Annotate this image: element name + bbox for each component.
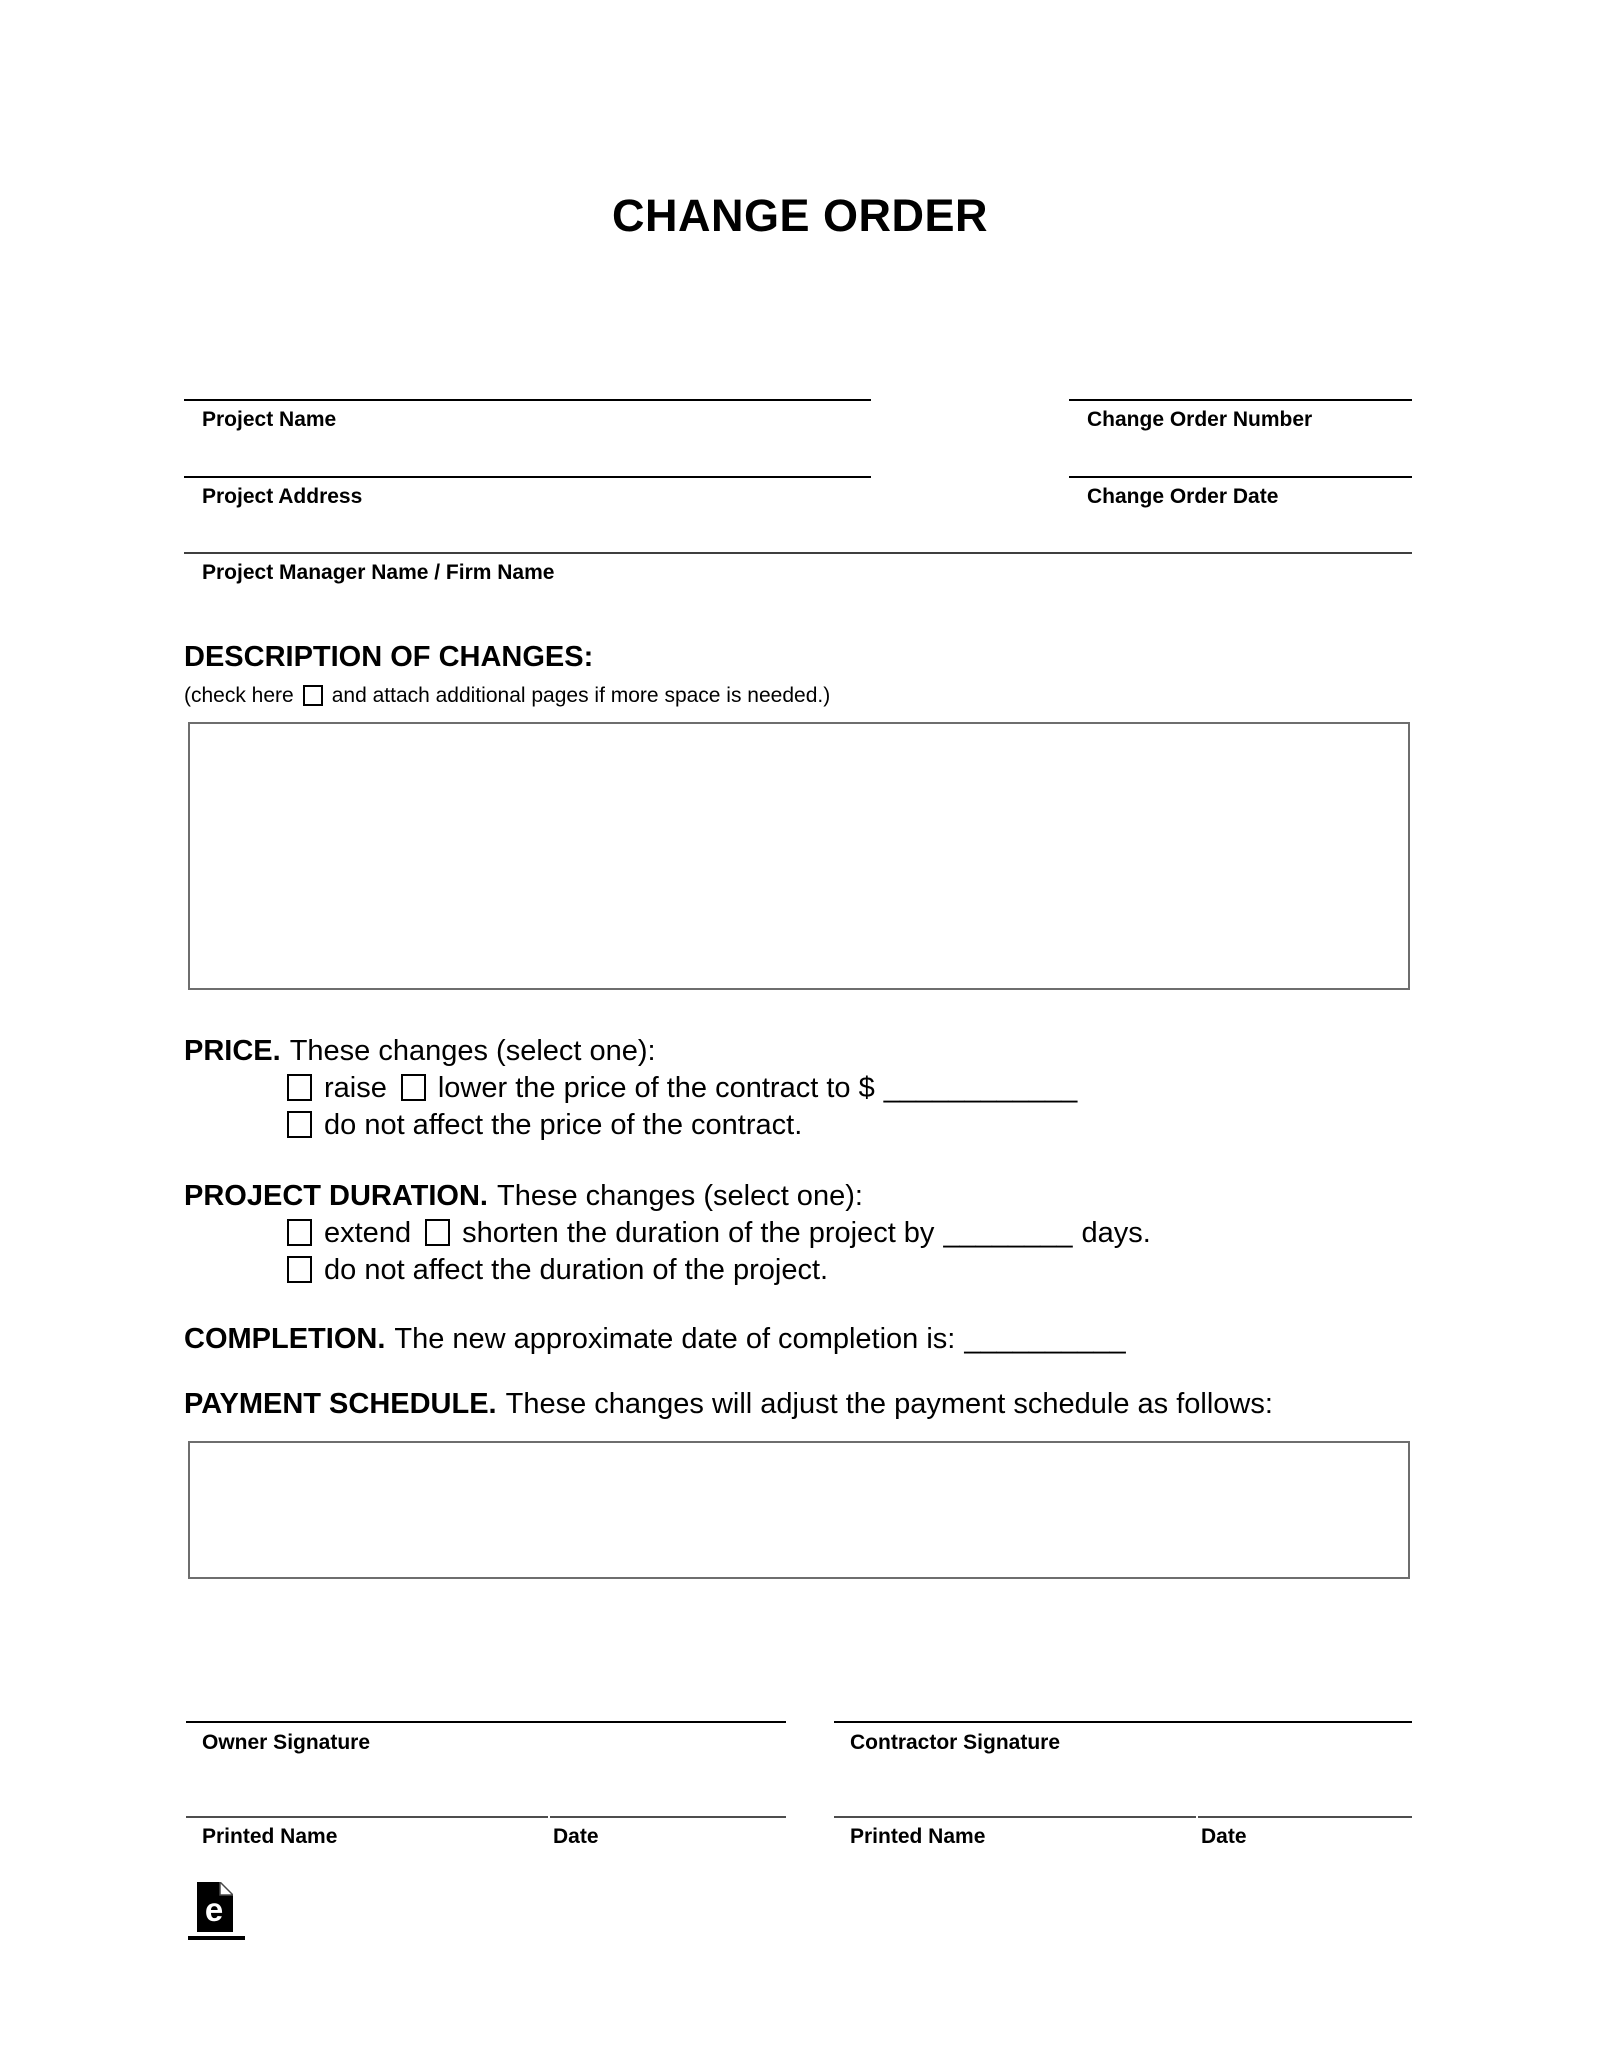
owner-printed-name-label: Printed Name (202, 1825, 338, 1848)
contractor-printed-name-label: Printed Name (850, 1825, 986, 1848)
owner-signature-label: Owner Signature (202, 1731, 371, 1754)
project-address-field[interactable] (184, 476, 871, 509)
completion-text: The new approximate date of completion is: (394, 1323, 956, 1355)
duration-no-effect-checkbox[interactable] (287, 1256, 312, 1283)
duration-option-extend-shorten (184, 1215, 1151, 1252)
owner-signature-field[interactable] (186, 1721, 786, 1755)
completion-date-blank[interactable]: __________ (964, 1323, 1126, 1355)
description-note (184, 684, 830, 708)
duration-days-blank[interactable]: ________ (943, 1217, 1073, 1249)
payment-heading: PAYMENT SCHEDULE. (184, 1388, 497, 1420)
price-heading: PRICE. (184, 1035, 281, 1067)
project-name-label: Project Name (202, 408, 337, 431)
change-order-number-label: Change Order Number (1087, 408, 1313, 431)
extend-checkbox[interactable] (287, 1219, 312, 1246)
price-intro: These changes (select one): (289, 1035, 656, 1067)
contractor-printed-name-field[interactable] (834, 1816, 1196, 1849)
contractor-date-field[interactable] (1198, 1816, 1412, 1849)
description-note-suffix: and attach additional pages if more space is needed.) (331, 684, 831, 707)
owner-date-field[interactable] (550, 1816, 786, 1849)
extend-label: extend (324, 1217, 412, 1249)
shorten-label: shorten the duration of the project by (462, 1217, 935, 1249)
payment-section (184, 1388, 1273, 1421)
duration-no-effect-label: do not affect the duration of the project. (324, 1254, 829, 1286)
eforms-document-logo-icon (197, 1882, 233, 1932)
payment-schedule-box[interactable] (188, 1441, 1410, 1579)
logo-letter: e (204, 1891, 224, 1928)
description-note-prefix: (check here (184, 684, 294, 707)
raise-label: raise (324, 1072, 387, 1104)
project-manager-label: Project Manager Name / Firm Name (202, 561, 555, 584)
completion-section (184, 1323, 1126, 1356)
price-no-effect-checkbox[interactable] (287, 1111, 312, 1138)
price-option-raise-lower (184, 1070, 1077, 1107)
change-order-date-label: Change Order Date (1087, 485, 1279, 508)
duration-option-no-effect (184, 1252, 1151, 1289)
logo-underline (188, 1936, 245, 1940)
price-option-no-effect (184, 1107, 1077, 1144)
lower-checkbox[interactable] (401, 1074, 426, 1101)
change-order-number-field[interactable] (1069, 399, 1412, 432)
completion-heading: COMPLETION. (184, 1323, 386, 1355)
contractor-date-label: Date (1201, 1825, 1247, 1848)
days-suffix: days. (1081, 1217, 1151, 1249)
shorten-checkbox[interactable] (425, 1219, 450, 1246)
duration-intro: These changes (select one): (496, 1180, 863, 1212)
description-box[interactable] (188, 722, 1410, 990)
project-address-label: Project Address (202, 485, 363, 508)
duration-section (184, 1178, 1151, 1289)
contractor-signature-field[interactable] (834, 1721, 1412, 1755)
change-order-date-field[interactable] (1069, 476, 1412, 509)
owner-date-label: Date (553, 1825, 599, 1848)
payment-text: These changes will adjust the payment schedule as follows: (505, 1388, 1273, 1420)
project-manager-field[interactable] (184, 552, 1412, 585)
price-heading-line (184, 1033, 1077, 1070)
description-heading: DESCRIPTION OF CHANGES: (184, 641, 594, 673)
duration-heading: PROJECT DURATION. (184, 1180, 488, 1212)
page-title: CHANGE ORDER (611, 190, 989, 241)
owner-printed-name-field[interactable] (186, 1816, 548, 1849)
raise-checkbox[interactable] (287, 1074, 312, 1101)
price-section (184, 1033, 1077, 1144)
contract-price-blank[interactable]: ____________ (883, 1072, 1078, 1104)
attach-pages-checkbox[interactable] (303, 685, 323, 706)
price-no-effect-label: do not affect the price of the contract. (324, 1109, 803, 1141)
duration-heading-line (184, 1178, 1151, 1215)
lower-label: lower the price of the contract to $ (437, 1072, 875, 1104)
contractor-signature-label: Contractor Signature (850, 1731, 1061, 1754)
project-name-field[interactable] (184, 399, 871, 432)
